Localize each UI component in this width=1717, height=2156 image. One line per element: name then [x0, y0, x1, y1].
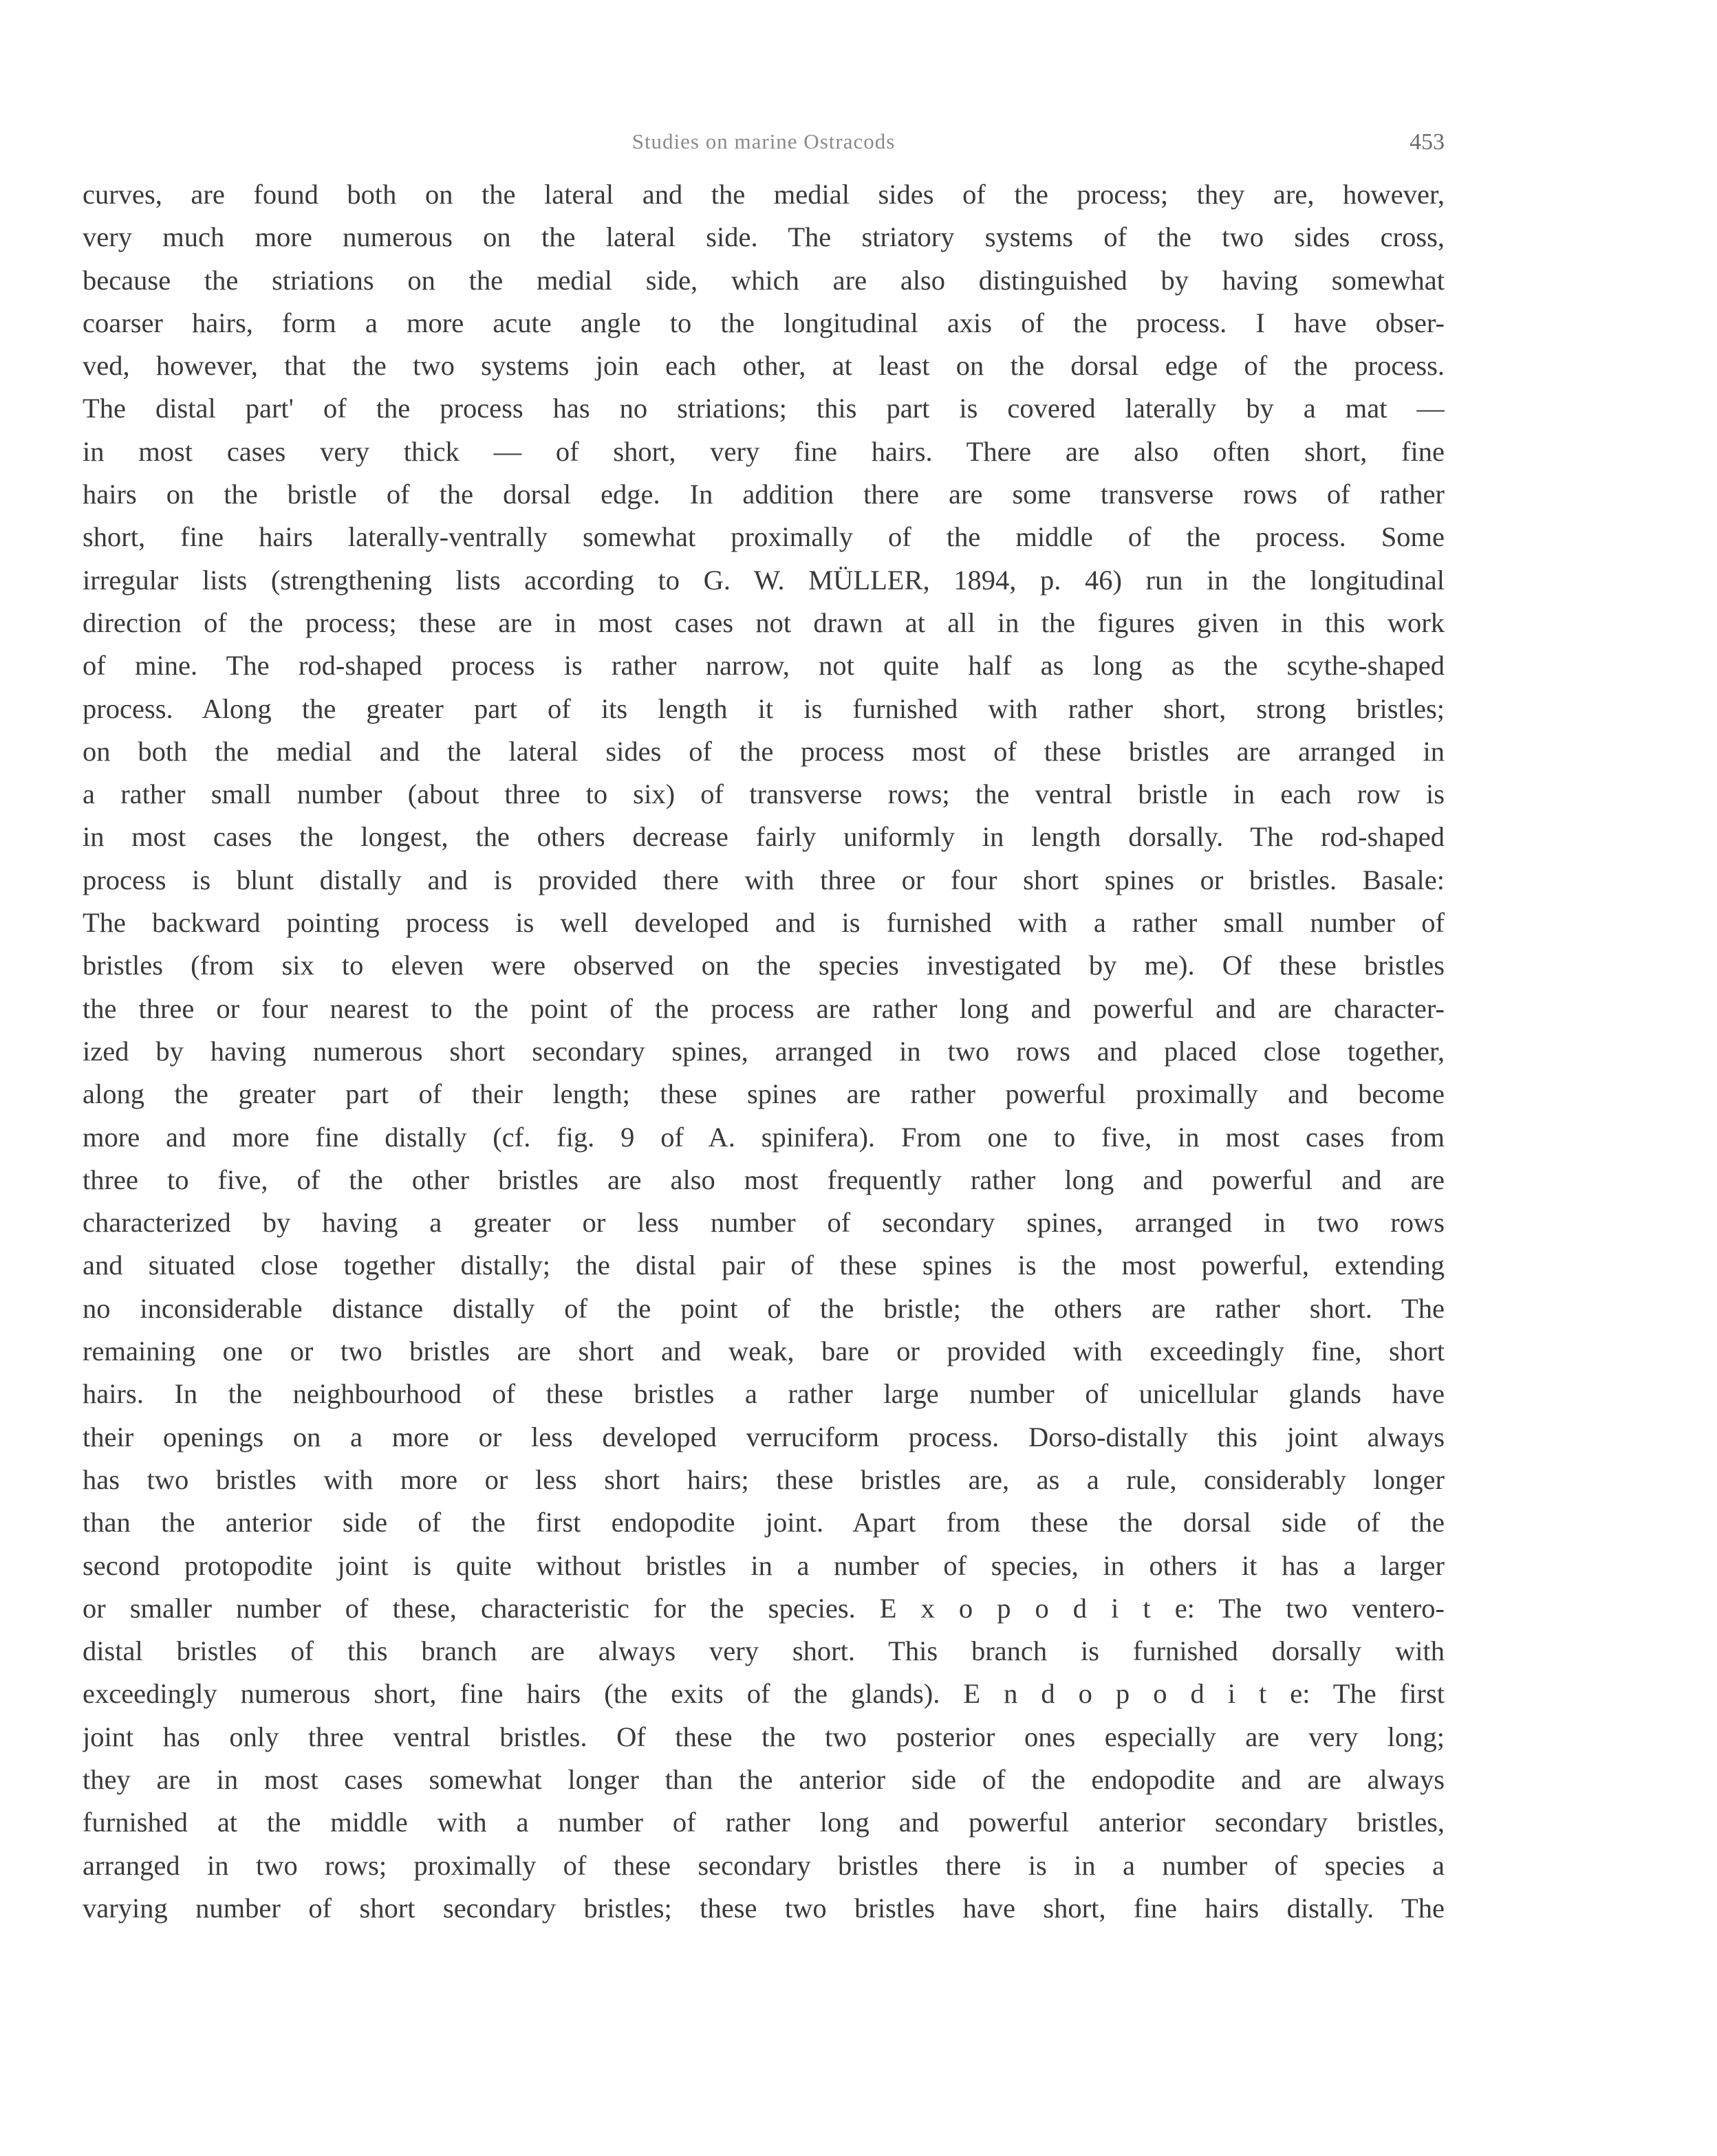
text-line: ved, however, that the two systems join each other, at least on the dorsal edge of the process.: [83, 350, 1445, 382]
text-line: irregular lists (strengthening lists according to G. W. MÜLLER, 1894, p. 46) run in the longitudinal: [83, 564, 1445, 596]
text-line: varying number of short secondary bristles; these two bristles have short, fine hairs distally. The: [83, 1892, 1445, 1924]
text-line: arranged in two rows; proximally of these secondary bristles there is in a number of species a: [83, 1849, 1445, 1881]
text-line: process is blunt distally and is provided there with three or four short spines or bristles. Basale:: [83, 864, 1445, 895]
text-line: three to five, of the other bristles are also most frequently rather long and powerful and are: [83, 1164, 1445, 1195]
text-line: curves, are found both on the lateral and the medial sides of the process; they are, however,: [83, 179, 1445, 210]
text-line: The distal part' of the process has no striations; this part is covered laterally by a mat —: [83, 393, 1445, 424]
text-line: the three or four nearest to the point of the process are rather long and powerful and are character-: [83, 992, 1445, 1024]
text-line: and situated close together distally; the distal pair of these spines is the most powerful, extending: [83, 1250, 1445, 1281]
running-head: [83, 129, 1445, 164]
text-line: exceedingly numerous short, fine hairs (the exits of the glands). E n d o p o d i t e: The first: [83, 1678, 1445, 1710]
page-number: 453: [1410, 129, 1445, 155]
text-line: bristles (from six to eleven were observed on the species investigated by me). Of these bristles: [83, 950, 1445, 981]
text-line: remaining one or two bristles are short and weak, bare or provided with exceedingly fine, short: [83, 1336, 1445, 1367]
text-line: no inconsiderable distance distally of the point of the bristle; the others are rather short. The: [83, 1292, 1445, 1324]
text-line: or smaller number of these, characteristic for the species. E x o p o d i t e: The two ventero-: [83, 1592, 1445, 1624]
text-line: distal bristles of this branch are always very short. This branch is furnished dorsally with: [83, 1635, 1445, 1667]
text-line: characterized by having a greater or less number of secondary spines, arranged in two rows: [83, 1207, 1445, 1239]
text-line: of mine. The rod-shaped process is rather narrow, not quite half as long as the scythe-shaped: [83, 650, 1445, 682]
text-line: in most cases the longest, the others decrease fairly uniformly in length dorsally. The rod-shaped: [83, 821, 1445, 853]
text-line: hairs. In the neighbourhood of these bristles a rather large number of unicellular glands have: [83, 1378, 1445, 1410]
text-line: they are in most cases somewhat longer than the anterior side of the endopodite and are always: [83, 1763, 1445, 1795]
running-title: Studies on marine Ostracods: [631, 129, 896, 153]
text-line: a rather small number (about three to six) of transverse rows; the ventral bristle in each row is: [83, 778, 1445, 810]
body-text: [83, 173, 1445, 1930]
text-line: more and more fine distally (cf. fig. 9 of A. spinifera). From one to five, in most cases from: [83, 1121, 1445, 1153]
text-line: furnished at the middle with a number of rather long and powerful anterior secondary bristles,: [83, 1807, 1445, 1838]
text-line: along the greater part of their length; these spines are rather powerful proximally and become: [83, 1078, 1445, 1110]
text-line: second protopodite joint is quite without bristles in a number of species, in others it has a larger: [83, 1549, 1445, 1581]
text-line: short, fine hairs laterally-ventrally somewhat proximally of the middle of the process. Some: [83, 521, 1445, 553]
text-line: joint has only three ventral bristles. Of these the two posterior ones especially are very long;: [83, 1721, 1445, 1752]
text-line: on both the medial and the lateral sides of the process most of these bristles are arranged in: [83, 735, 1445, 767]
text-line: their openings on a more or less developed verruciform process. Dorso-distally this joint always: [83, 1421, 1445, 1452]
text-line: than the anterior side of the first endopodite joint. Apart from these the dorsal side of the: [83, 1507, 1445, 1538]
text-line: very much more numerous on the lateral side. The striatory systems of the two sides cross,: [83, 221, 1445, 253]
text-line: because the striations on the medial side, which are also distinguished by having somewhat: [83, 264, 1445, 296]
text-line: The backward pointing process is well developed and is furnished with a rather small number of: [83, 907, 1445, 939]
text-line: direction of the process; these are in most cases not drawn at all in the figures given in this work: [83, 607, 1445, 638]
text-line: hairs on the bristle of the dorsal edge. In addition there are some transverse rows of rather: [83, 479, 1445, 510]
text-line: has two bristles with more or less short hairs; these bristles are, as a rule, considerably longer: [83, 1463, 1445, 1495]
text-line: process. Along the greater part of its length it is furnished with rather short, strong bristles;: [83, 693, 1445, 724]
text-line: coarser hairs, form a more acute angle to the longitudinal axis of the process. I have obser-: [83, 307, 1445, 338]
text-line: in most cases very thick — of short, very fine hairs. There are also often short, fine: [83, 435, 1445, 467]
text-line: ized by having numerous short secondary spines, arranged in two rows and placed close together,: [83, 1035, 1445, 1067]
